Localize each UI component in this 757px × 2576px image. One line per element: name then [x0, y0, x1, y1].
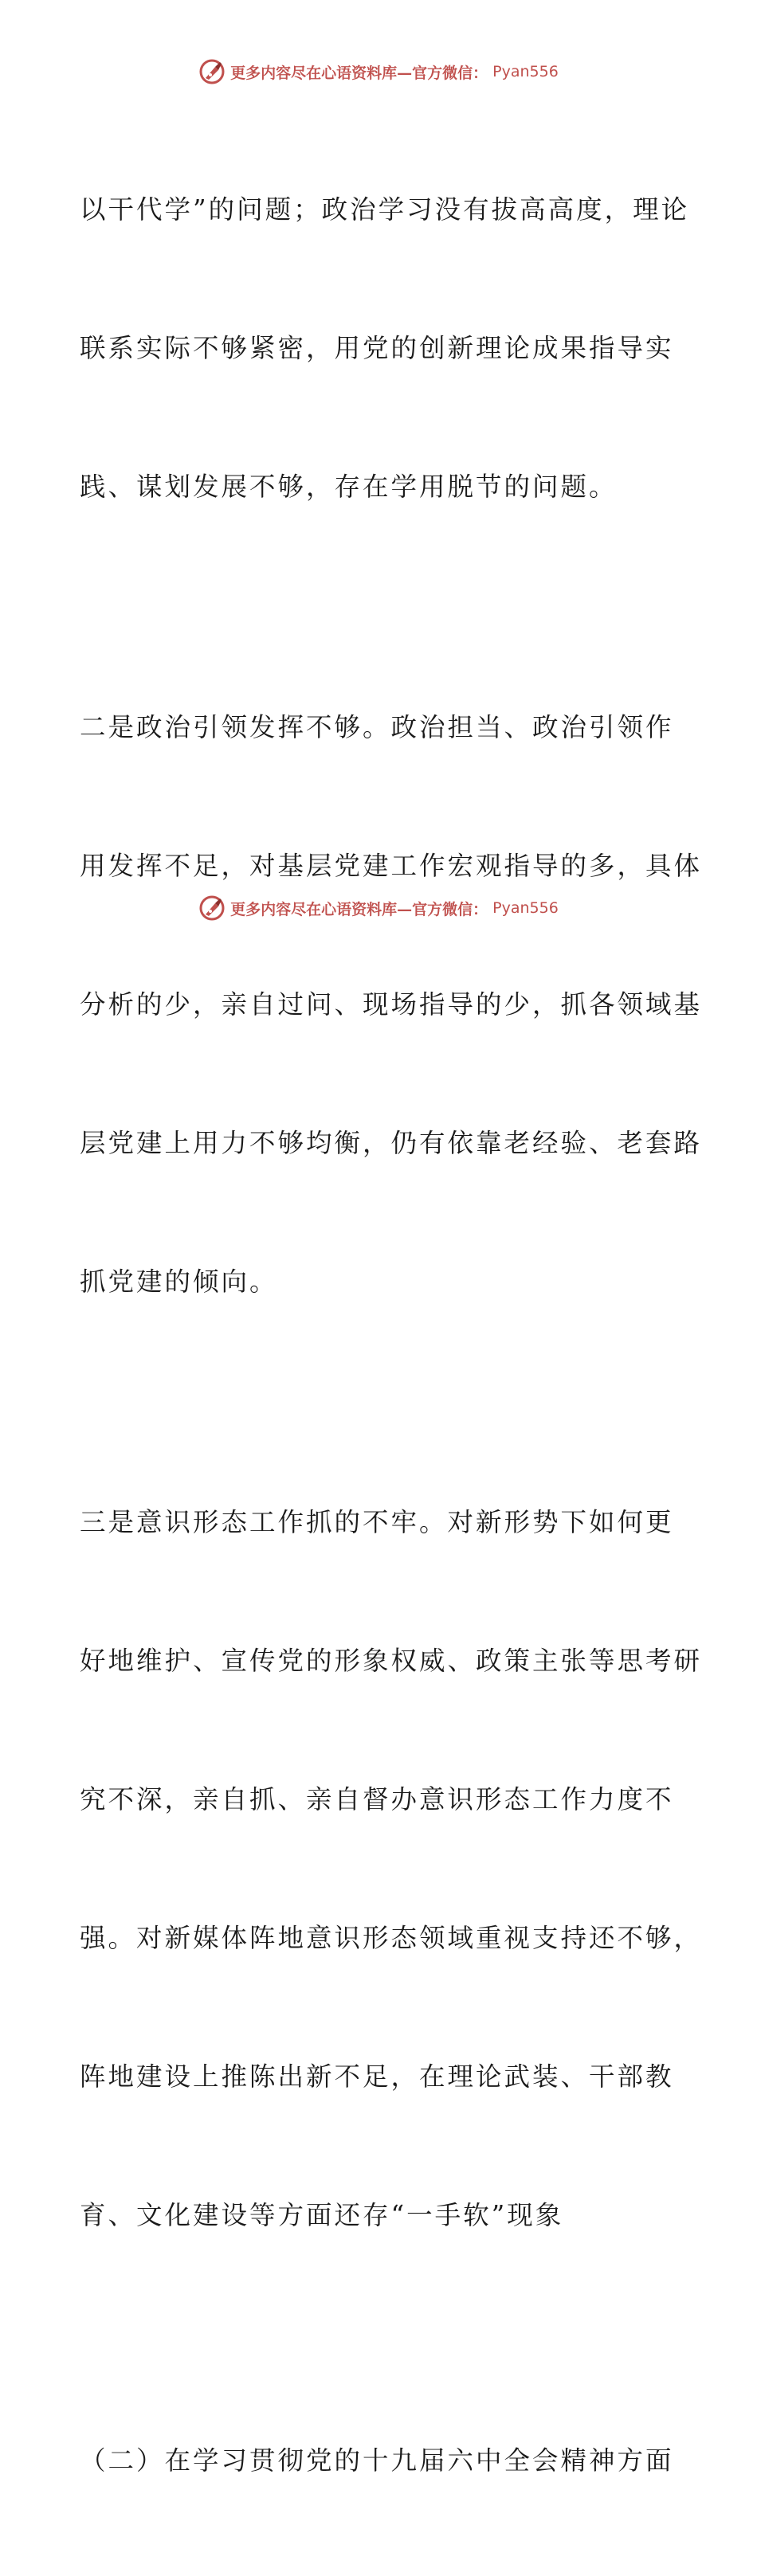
text-line: 分析的少，亲自过问、现场指导的少，抓各领域基 — [80, 989, 703, 1020]
text-line: （二）在学习贯彻党的十九届六中全会精神方面 — [80, 2445, 674, 2476]
text-line: 好地维护、宣传党的形象权威、政策主张等思考研 — [80, 1646, 703, 1676]
text-line: 层党建上用力不够均衡，仍有依靠老经验、老套路 — [80, 1128, 703, 1158]
text-line: 二是政治引领发挥不够。政治担当、政治引领作 — [80, 712, 674, 742]
pen-nib-logo-icon — [198, 895, 226, 922]
header-banner — [0, 56, 757, 88]
text-line: 育、文化建设等方面还存“一手软”现象 — [80, 2200, 564, 2230]
footer-banner — [0, 892, 757, 924]
paragraph-2 — [80, 612, 703, 1397]
banner-account: Pyan556 — [492, 63, 559, 80]
text-line: 究不深，亲自抓、亲自督办意识形态工作力度不 — [80, 1784, 674, 1815]
text-line: 用发挥不足，对基层党建工作宏观指导的多，具体 — [80, 851, 703, 881]
document-body — [80, 94, 703, 2576]
text-line: 阵地建设上推陈出新不足，在理论武装、干部教 — [80, 2061, 674, 2092]
banner-content — [198, 895, 559, 922]
paragraph-3 — [80, 1407, 703, 2331]
banner-text: 更多内容尽在心语资料库—官方微信： — [230, 900, 488, 918]
pen-nib-logo-icon — [198, 58, 226, 85]
banner-content — [198, 58, 559, 85]
text-line: 抓党建的倾向。 — [80, 1266, 278, 1297]
text-line: 三是意识形态工作抓的不牢。对新形势下如何更 — [80, 1507, 674, 1537]
banner-account: Pyan556 — [492, 899, 559, 917]
text-line: 以干代学”的问题；政治学习没有拔高高度，理论 — [80, 194, 690, 225]
section-heading — [80, 2345, 685, 2576]
text-line: 联系实际不够紧密，用党的创新理论成果指导实 — [80, 333, 674, 363]
paragraph-1 — [80, 94, 690, 602]
text-line: 强。对新媒体阵地意识形态领域重视支持还不够， — [80, 1923, 703, 1953]
banner-text: 更多内容尽在心语资料库—官方微信： — [230, 64, 488, 82]
text-line: 践、谋划发展不够，存在学用脱节的问题。 — [80, 472, 618, 502]
